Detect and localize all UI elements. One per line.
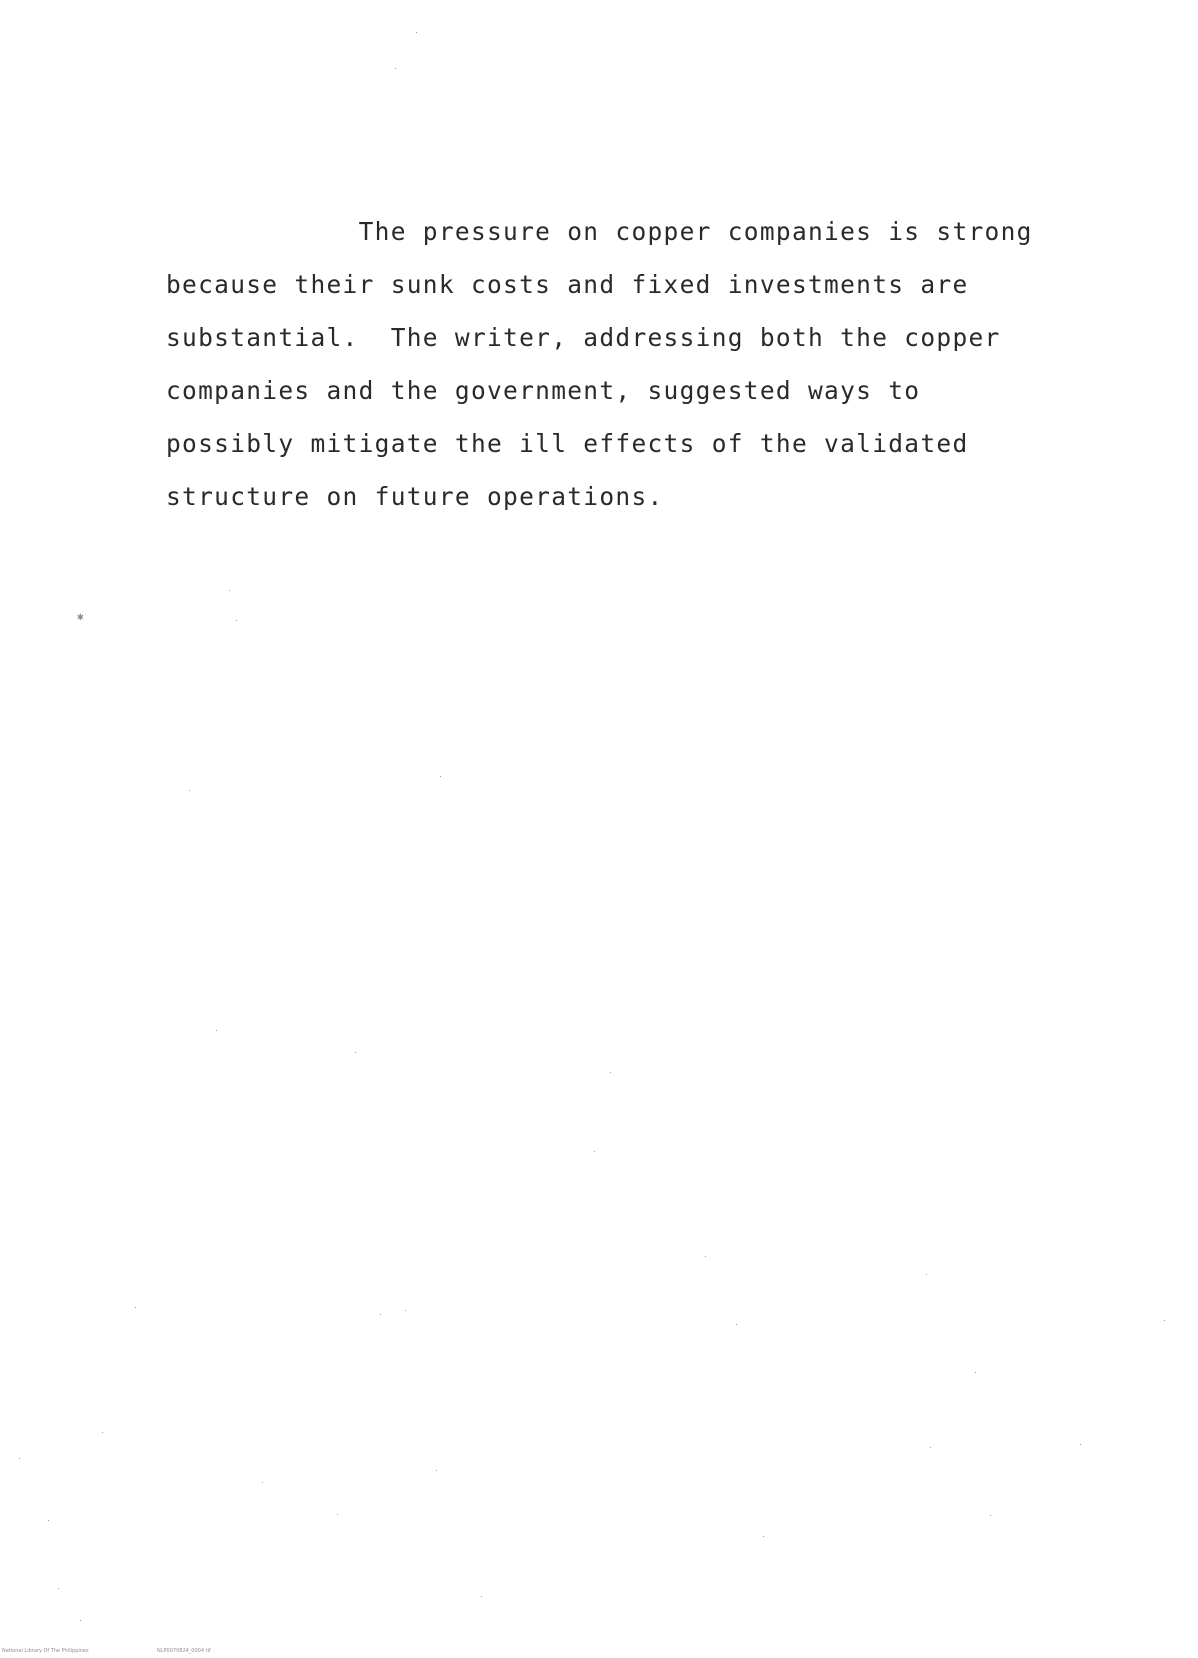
scan-speck xyxy=(416,32,417,33)
scan-speck xyxy=(58,1588,59,1589)
scan-speck xyxy=(48,1520,49,1521)
scan-speck xyxy=(135,1307,136,1308)
scan-speck xyxy=(481,1596,482,1597)
paragraph-line-1: The pressure on copper companies is strong xyxy=(166,217,1033,246)
paragraph-line-3: substantial. The writer, addressing both the copper xyxy=(166,323,1001,352)
paragraph-line-6: structure on future operations. xyxy=(166,482,664,511)
scan-speck xyxy=(189,790,190,791)
footer-source: National Library Of The Philippines xyxy=(2,1648,89,1654)
paragraph-line-4: companies and the government, suggested ways to xyxy=(166,376,921,405)
scan-speck xyxy=(440,776,441,777)
scan-speck xyxy=(229,590,230,591)
scan-speck xyxy=(594,1151,595,1152)
scan-speck xyxy=(610,1072,611,1073)
scan-speck xyxy=(763,1536,764,1537)
scan-speck xyxy=(436,1470,437,1471)
margin-mark: ✱ xyxy=(77,610,84,623)
scan-speck xyxy=(355,1052,356,1053)
scan-speck xyxy=(975,1372,976,1373)
scan-speck xyxy=(405,1310,406,1311)
scan-speck xyxy=(262,1482,263,1483)
scan-speck xyxy=(236,620,237,621)
footer-file-id: NLP0070824_0004 tif xyxy=(157,1648,211,1654)
scan-speck xyxy=(216,1030,217,1031)
scan-speck xyxy=(80,1620,81,1621)
scan-speck xyxy=(930,1447,931,1448)
scan-speck xyxy=(102,1432,103,1433)
scan-speck xyxy=(990,1515,991,1516)
scan-speck xyxy=(19,1458,20,1459)
paragraph-line-2: because their sunk costs and fixed investments are xyxy=(166,270,969,299)
scan-speck xyxy=(705,1256,706,1257)
paragraph-line-5: possibly mitigate the ill effects of the validated xyxy=(166,429,969,458)
scan-speck xyxy=(395,68,396,69)
scan-speck xyxy=(1164,1320,1165,1321)
scan-speck xyxy=(926,1274,927,1275)
scan-speck xyxy=(736,1324,737,1325)
scan-speck xyxy=(1080,1444,1081,1445)
scan-speck xyxy=(337,1514,338,1515)
scan-speck xyxy=(380,1314,381,1315)
